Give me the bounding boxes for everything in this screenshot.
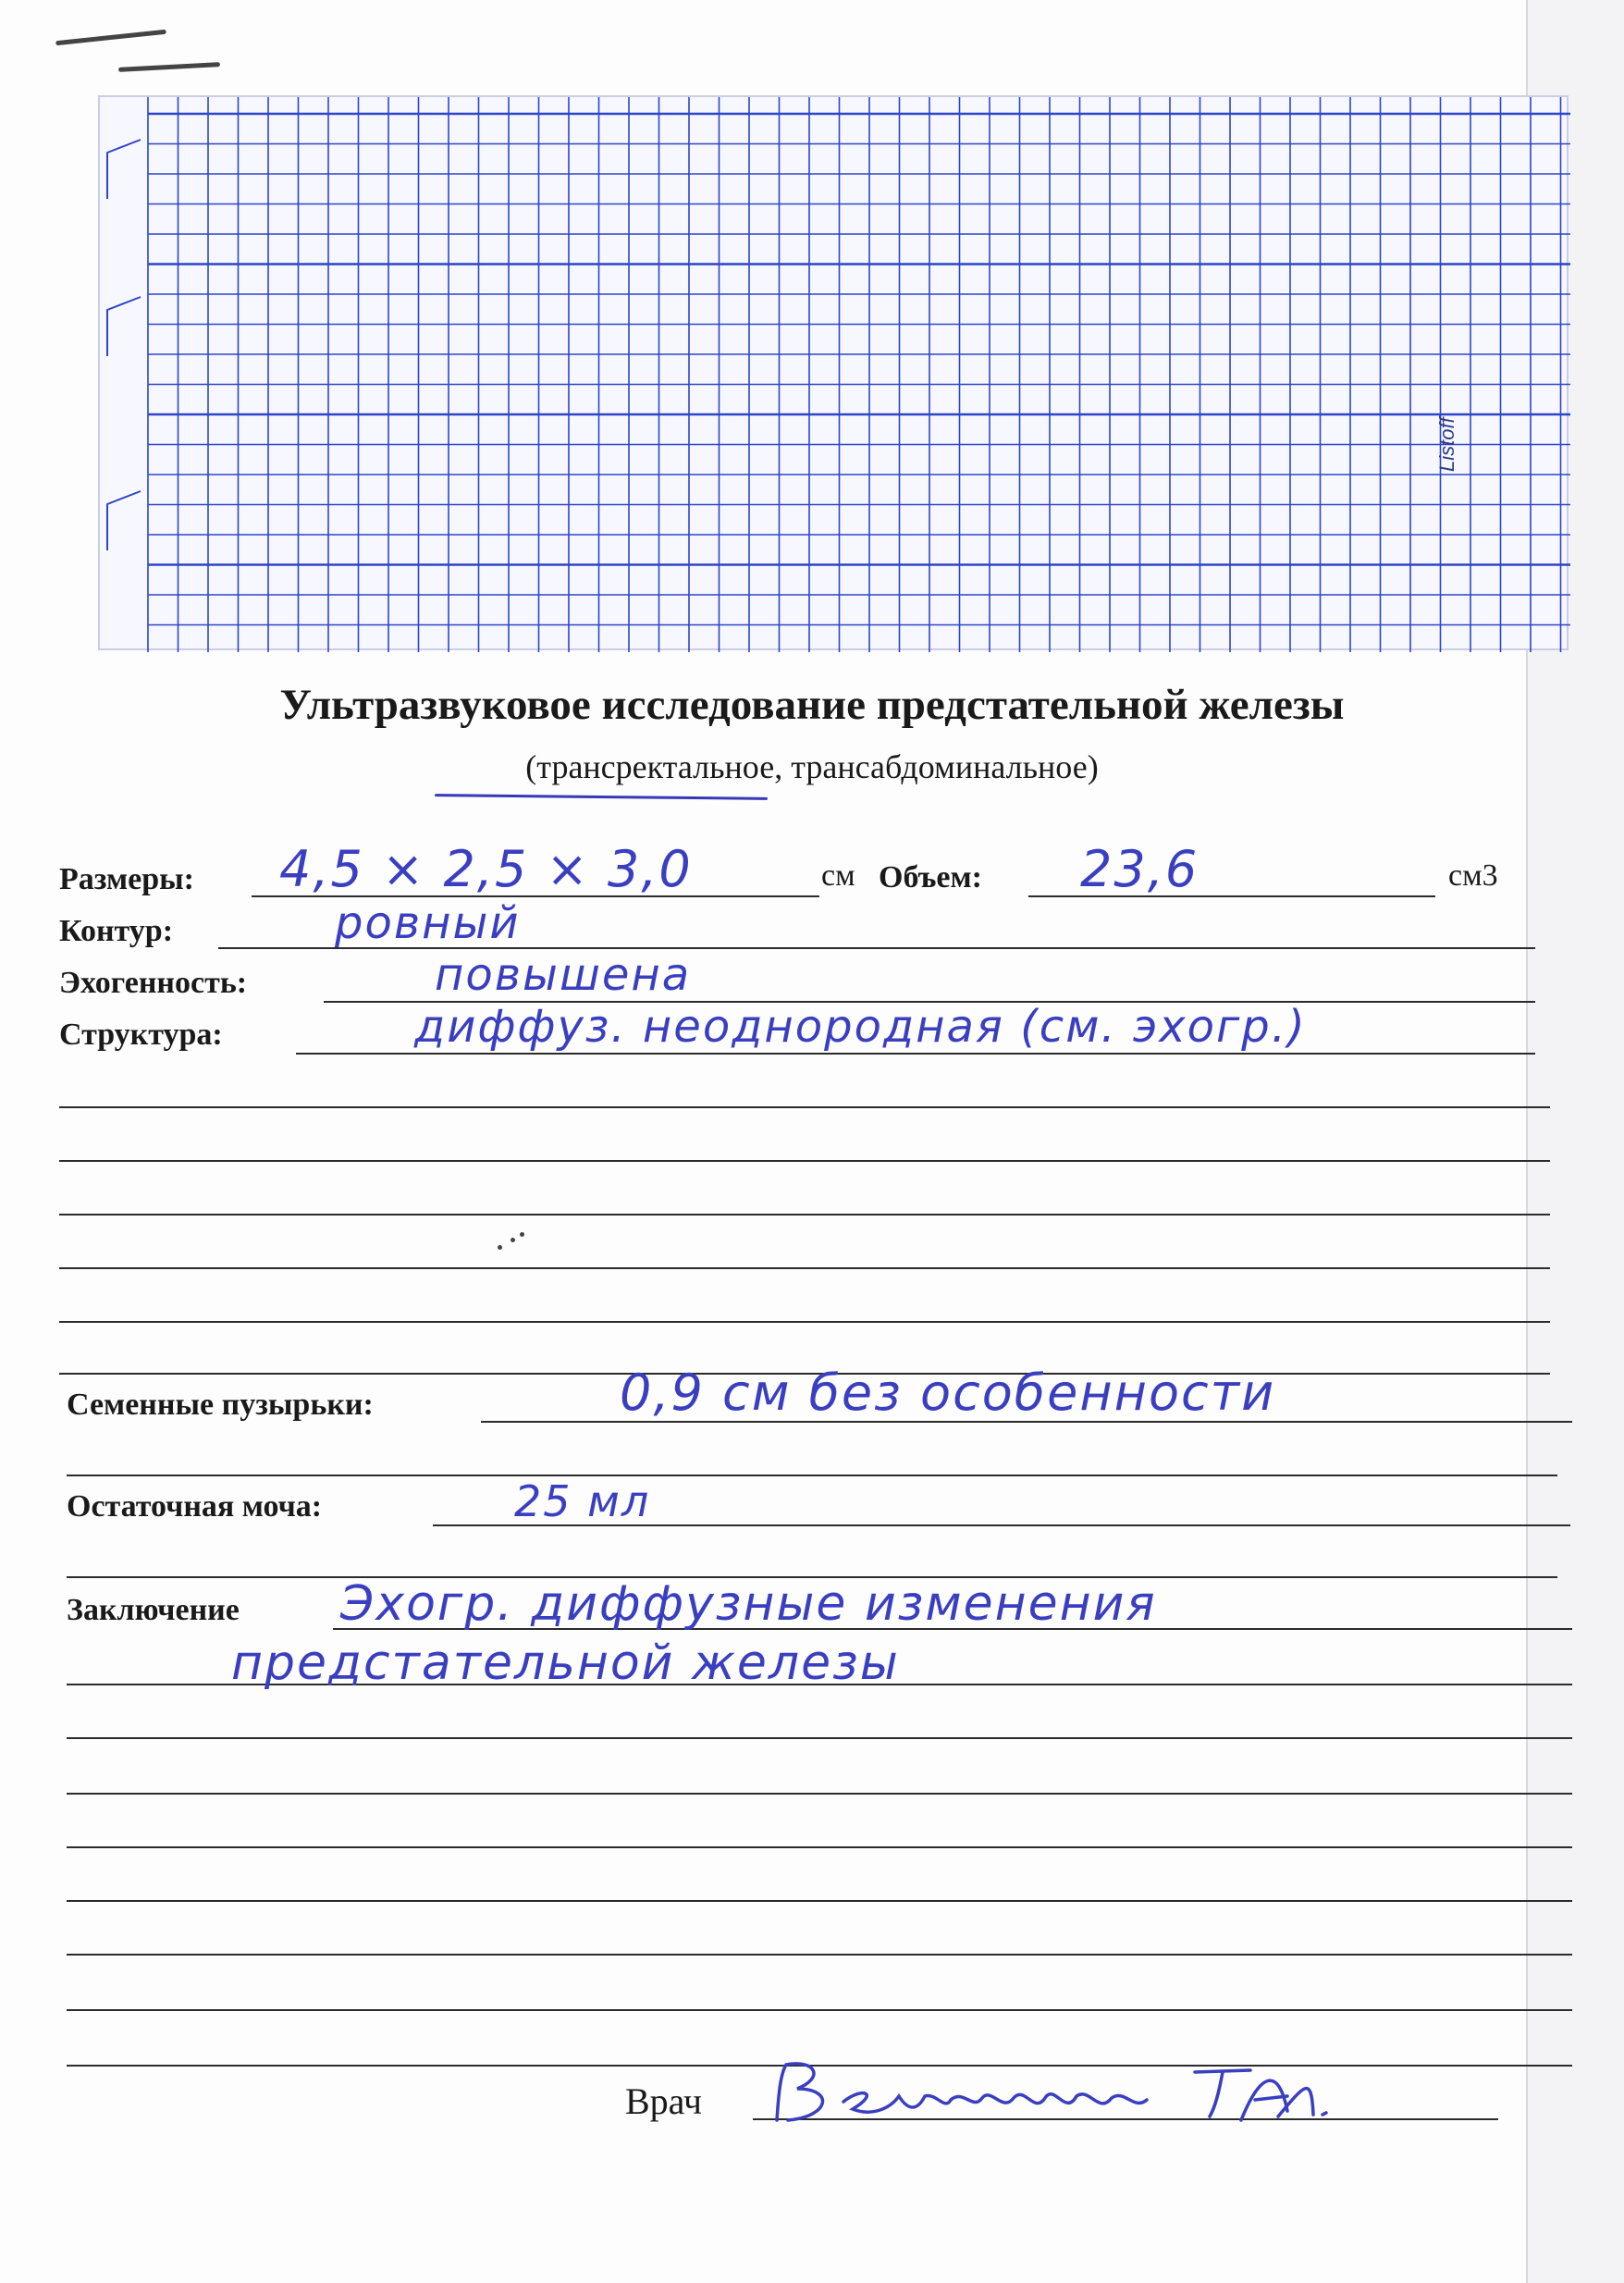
residual-urine-value[interactable]: 25 мл: [514, 1476, 651, 1526]
blank-line: [67, 1737, 1572, 1739]
structure-label: Структура:: [59, 1018, 223, 1052]
conclusion-value-line2[interactable]: предстательной железы: [231, 1635, 900, 1691]
volume-unit: см3: [1448, 858, 1498, 893]
blank-line: [59, 1214, 1550, 1216]
staple-mark: [55, 30, 166, 46]
calibration-mark: [107, 491, 141, 550]
doctor-label: Врач: [625, 2080, 702, 2122]
echogenicity-value[interactable]: повышена: [435, 949, 692, 1001]
ink-speck: [520, 1232, 524, 1237]
page-title: Ультразвуковое исследование предстательной железы: [279, 681, 1345, 729]
structure-value[interactable]: диффуз. неоднородная (см. эхогр.): [414, 1001, 1307, 1053]
ink-underline: [435, 794, 768, 800]
ecg-grid-strip: [98, 95, 1569, 650]
volume-value[interactable]: 23,6: [1080, 840, 1200, 898]
seminal-vesicles-label: Семенные пузырьки:: [67, 1388, 374, 1422]
calibration-mark: [107, 140, 141, 199]
structure-line: [296, 1053, 1535, 1055]
contour-value[interactable]: ровный: [335, 897, 521, 949]
calibration-mark: [107, 297, 141, 356]
ink-speck: [511, 1238, 515, 1242]
ink-speck: [498, 1245, 502, 1250]
blank-line: [67, 1475, 1557, 1476]
blank-line: [59, 1321, 1550, 1323]
volume-label: Объем:: [879, 860, 982, 895]
brand-logo: Listoff: [1435, 417, 1458, 472]
residual-urine-label: Остаточная моча:: [67, 1489, 323, 1524]
echogenicity-label: Эхогенность:: [59, 966, 248, 1000]
grid-lines: [100, 97, 1570, 652]
blank-line: [59, 1267, 1550, 1269]
doctor-signature: [760, 2055, 1426, 2129]
blank-line: [67, 2009, 1572, 2011]
conclusion-value-line1[interactable]: Эхогр. диффузные изменения: [340, 1576, 1157, 1632]
blank-line: [59, 1160, 1550, 1162]
blank-line: [67, 1846, 1572, 1848]
sizes-label: Размеры:: [59, 862, 194, 896]
sizes-unit: см: [821, 858, 855, 893]
blank-line: [67, 1900, 1572, 1902]
staple-mark: [118, 62, 220, 72]
page-subtitle: (трансректальное, трансабдоминальное): [525, 748, 1099, 785]
contour-label: Контур:: [59, 914, 174, 948]
blank-line: [59, 1106, 1550, 1108]
seminal-vesicles-value[interactable]: 0,9 см без особенности: [620, 1364, 1276, 1422]
signature-text: Вереникина Т.А.: [760, 2055, 768, 2056]
blank-line: [67, 1954, 1572, 1956]
sizes-value[interactable]: 4,5 × 2,5 × 3,0: [279, 840, 693, 898]
conclusion-label: Заключение: [67, 1593, 240, 1627]
blank-line: [67, 1793, 1572, 1795]
